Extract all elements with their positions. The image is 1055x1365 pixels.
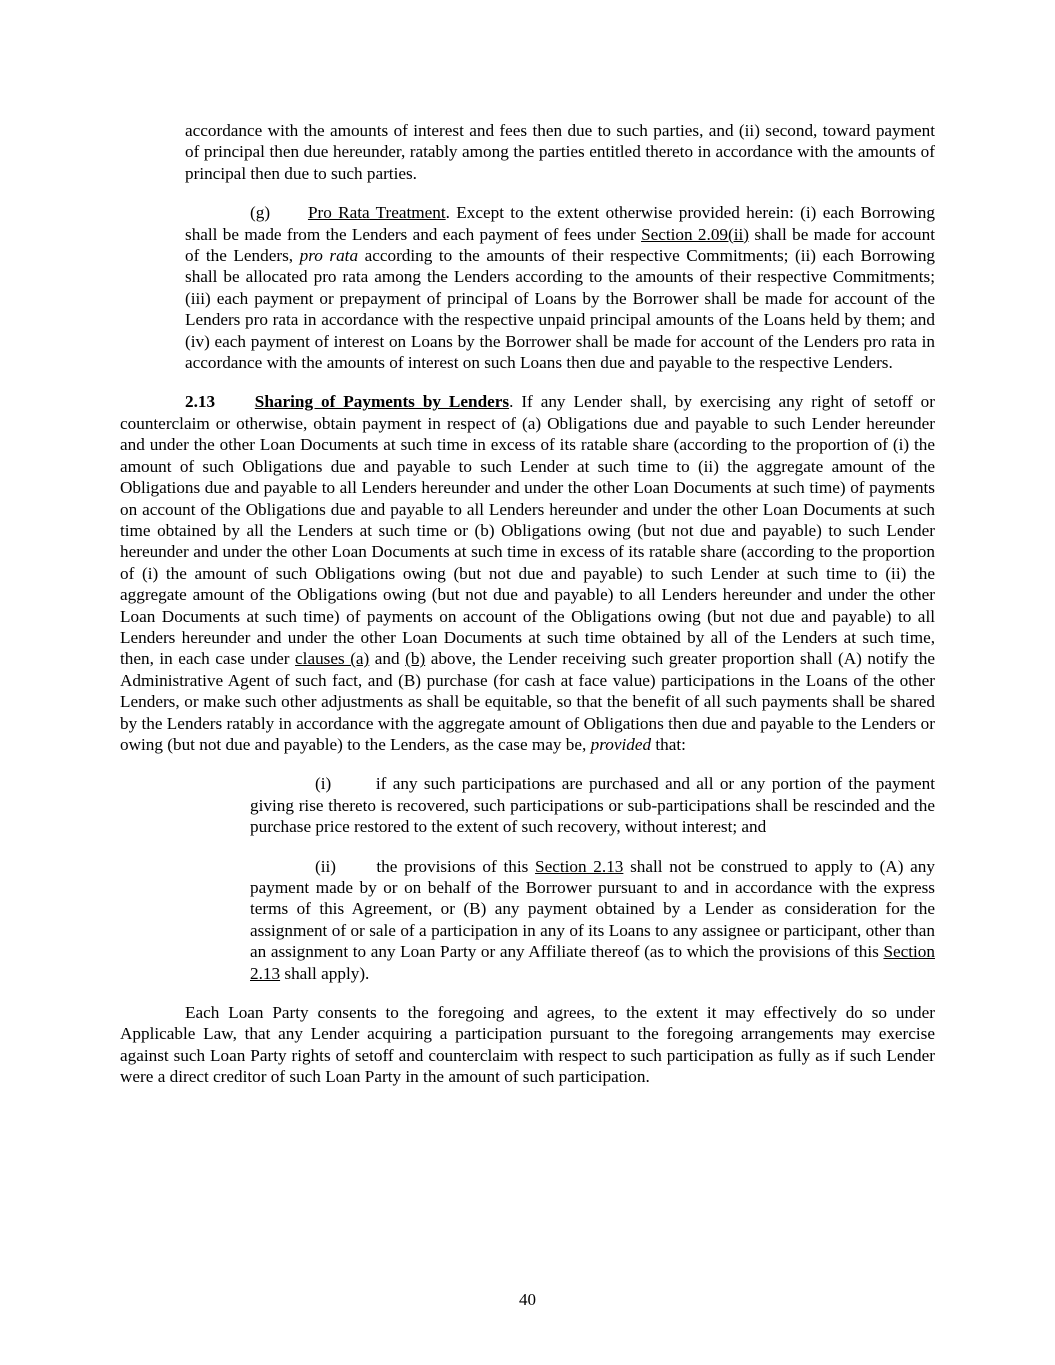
paragraph-clause-g xyxy=(185,202,935,373)
roman-ii-marker: (ii) xyxy=(315,856,336,876)
section-213-text-1: . If any Lender shall, by exercising any right of setoff or counterclaim or otherwise, obtain payment in respect of (a) Obligations due and payable to such Lender hereunder and under the other Loan Documents at such time in excess of its ratable share (according to the proportion of (i) the amount of such Obligations due and payable to such Lender at such time to (ii) the aggregate amount of the Obligations due and payable to all Lenders hereunder and under the other Loan Documents at such time) of payments on account of the Obligations due and payable to all Lenders hereunder and under the other Loan Documents at such time obtained by all the Lenders at such time or (b) Obligations owing (but not due and payable) to such Lender hereunder and under the other Loan Documents at such time in excess of its ratable share (according to the proportion of (i) the amount of such Obligations owing (but not due and payable) to such Lender at such time to (ii) the aggregate amount of the Obligations owing (but not due and payable) to all Lenders hereunder and under the other Loan Documents at such time) of payments on account of the Obligations owing (but not due and payable) to all Lenders hereunder and under the other Loan Documents at such time obtained by all of the Lenders at such time, then, in each case under xyxy=(120,392,935,669)
section-213-text-4: that: xyxy=(651,734,686,754)
page-body xyxy=(120,120,935,1088)
clause-g-heading: Pro Rata Treatment xyxy=(307,203,446,223)
roman-ii-text-2: shall not be construed to apply to (A) any payment made by or on behalf of the Borrower pursuant to and in accordance with the express terms of this Agreement, or (B) any payment obtained by a Lender as consideration for the assignment of or sale of a participation in any of its Loans to any assignee or participant, other than an assignment to any Loan Party or any Affiliate thereof (as to which the provisions of this xyxy=(250,856,935,962)
paragraph-continued xyxy=(185,120,935,184)
cross-reference-section-213-second[interactable]: Section 2.13 xyxy=(250,942,935,983)
clause-g-text-2: shall be made for account of the Lenders, xyxy=(185,224,935,266)
clause-g-emphasis-pro-rata: pro rata xyxy=(299,246,359,266)
page-number-footer xyxy=(0,1290,1055,1310)
paragraph-roman-ii xyxy=(250,856,935,984)
cross-reference-clauses-a[interactable]: clauses (a) xyxy=(295,649,370,669)
roman-i-text: if any such participations are purchased and all or any portion of the payment giving rise thereto is recovered, such participations or sub-participations shall be rescinded and the purchase price restored to the extent of such recovery, without interest; and xyxy=(250,774,935,837)
cross-reference-section-213-first[interactable]: Section 2.13 xyxy=(535,856,624,876)
clause-g-marker: (g) xyxy=(250,203,271,223)
cross-reference-clause-b[interactable]: (b) xyxy=(405,649,426,669)
paragraph-closing-text: Each Loan Party consents to the foregoing and agrees, to the extent it may effectively do so under Applicable Law, that any Lender acquiring a participation pursuant to the foregoing arrangements may exercise against such Loan Party rights of setoff and counterclaim with respect to such participation as fully as if such Lender were a direct creditor of such Loan Party in the amount of such participation. xyxy=(120,1003,935,1087)
roman-i-marker: (i) xyxy=(315,774,332,794)
section-213-text-2: and xyxy=(369,649,406,669)
paragraph-section-213 xyxy=(120,391,935,755)
cross-reference-section-209ii[interactable]: Section 2.09(ii) xyxy=(641,224,750,244)
section-213-number: 2.13 xyxy=(185,392,216,412)
section-213-text-3: above, the Lender receiving such greater proportion shall (A) notify the Administrative Agent of such fact, and (B) purchase (for cash at face value) participations in the Loans of the other Lenders, or make such other adjustments as shall be equitable, so that the benefit of all such payments shall be shared by the Lenders ratably in accordance with the aggregate amount of Obligations then due and payable to the Lenders or owing (but not due and payable) to the Lenders, as the case may be, xyxy=(120,649,935,754)
paragraph-closing xyxy=(120,1002,935,1088)
clause-g-text-3: according to the amounts of their respective Commitments; (ii) each Borrowing shall be allocated pro rata among the Lenders according to the amounts of their respective Commitments; (iii) each payment or prepayment of principal of Loans by the Borrower shall be made for account of the Lenders pro rata in accordance with the respective unpaid principal amounts of the Loans held by them; and (iv) each payment of interest on Loans by the Borrower shall be made for account of the Lenders pro rata in accordance with the amounts of interest on such Loans then due and payable to the respective Lenders. xyxy=(185,246,936,373)
paragraph-roman-i xyxy=(250,773,935,837)
section-213-heading: Sharing of Payments by Lenders xyxy=(254,392,510,412)
section-213-emphasis-provided: provided xyxy=(590,734,652,754)
page-number: 40 xyxy=(519,1290,536,1309)
paragraph-continued-text: accordance with the amounts of interest and fees then due to such parties, and (ii) second, toward payment of principal then due hereunder, ratably among the parties entitled thereto in accordance with the amounts of principal then due to such parties. xyxy=(185,121,935,183)
roman-ii-text-1: the provisions of this xyxy=(376,856,536,876)
clause-g-text-1: . Except to the extent otherwise provided herein: (i) each Borrowing shall be made from the Lenders and each payment of fees under xyxy=(185,203,935,244)
roman-ii-text-3: shall apply). xyxy=(280,963,370,983)
